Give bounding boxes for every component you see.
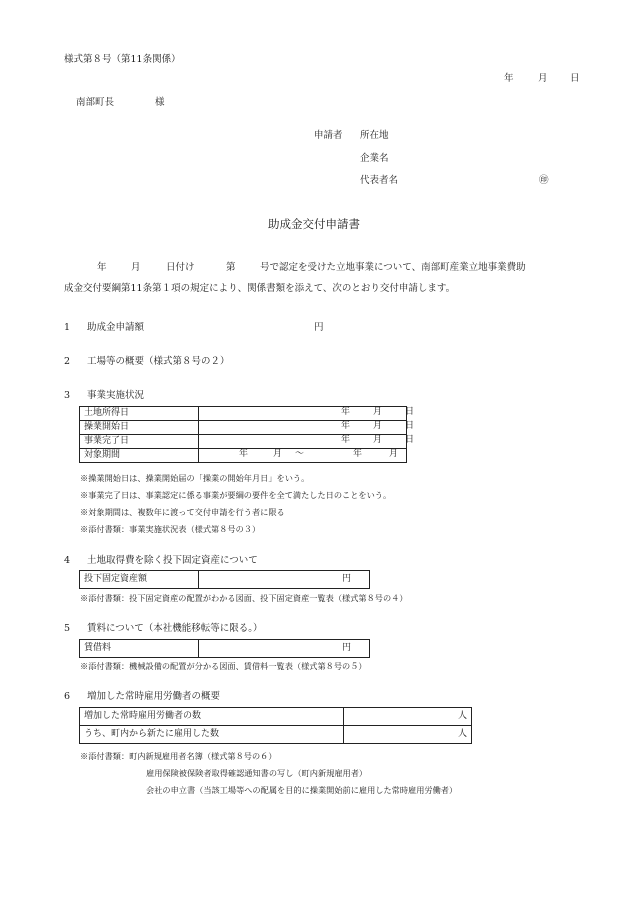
period-cell: 年 月 ～ 年 月 [199, 449, 407, 463]
rent-table [79, 639, 370, 658]
table-row [80, 407, 407, 421]
applicant-rep-label: 代表者名 [360, 175, 399, 186]
section4-label: 土地取得費を除く投下固定資産について [87, 555, 258, 566]
section3-note: ※対象期間は、複数年に渡って交付申請を行う者に限る [80, 507, 285, 517]
table-row [80, 726, 472, 744]
table-row [80, 435, 407, 449]
employees-table [79, 707, 472, 744]
section2-label: 工場等の概要（様式第８号の２） [87, 356, 230, 367]
intro-line2-text: 成金交付要綱第11条第１項の規定により、関係書類を添えて、次のとおり交付申請します。 [64, 283, 456, 294]
row-label: 対象期間 [80, 449, 199, 463]
section3-note: ※事業完了日は、事業認定に係る事業が要綱の要件を全て満たした日のことをいう。 [80, 490, 392, 500]
row-label: 増加した常時雇用労働者の数 [80, 708, 344, 726]
section1-number: 1 [64, 322, 71, 333]
section6-note: 会社の申立書（当該工場等への配属を目的に操業開始前に雇用した常時雇用労働者） [146, 785, 458, 795]
date-cell: 年 月 日 [199, 421, 407, 435]
count-cell: 人 [344, 708, 472, 726]
section3-number: 3 [64, 390, 71, 401]
row-label: 事業完了日 [80, 435, 199, 449]
table-row [80, 640, 370, 658]
addressee-name: 南部町長 [76, 97, 115, 108]
section5-note: ※添付書類：機械設備の配置が分かる図面、賃借料一覧表（様式第８号の５） [80, 661, 367, 671]
section1-unit: 円 [314, 322, 324, 333]
intro-month: 月 [131, 262, 141, 273]
row-label: 操業開始日 [80, 421, 199, 435]
section1-label: 助成金申請額 [87, 322, 145, 333]
date-cell: 年 月 日 [199, 407, 407, 421]
section2-number: 2 [64, 356, 71, 367]
section6-note: 雇用保険被保険者取得確認通知書の写し（町内新規雇用者） [146, 768, 368, 778]
row-label: 賃借料 [80, 640, 199, 658]
count-cell: 人 [344, 726, 472, 744]
section3-note: ※操業開始日は、操業開始届の「操業の開始年月日」をいう。 [80, 473, 310, 483]
row-label: うち、町内から新たに雇用した数 [80, 726, 344, 744]
applicant-company-label: 企業名 [360, 153, 389, 164]
date-year-label: 年 [504, 73, 514, 84]
seal-mark: ㊞ [539, 175, 549, 186]
row-label: 土地所得日 [80, 407, 199, 421]
business-status-table [79, 406, 415, 463]
date-month-label: 月 [538, 73, 548, 84]
section5-label: 賃料について（本社機能移転等に限る。） [87, 623, 263, 634]
table-row [80, 571, 370, 589]
date-day-label: 日 [570, 73, 580, 84]
form-reference: 様式第８号（第11条関係） [64, 54, 181, 65]
intro-year: 年 [97, 262, 107, 273]
addressee-honorific: 様 [155, 97, 165, 108]
section3-note: ※添付書類：事業実施状況表（様式第８号の３） [80, 524, 261, 534]
section3-label: 事業実施状況 [87, 390, 145, 401]
table-row [80, 449, 407, 463]
row-label: 投下固定資産額 [80, 571, 199, 589]
amount-cell: 円 [199, 640, 370, 658]
section6-note: ※添付書類：町内新規雇用者名簿（様式第８号の６） [80, 751, 277, 761]
document-title: 助成金交付申請書 [268, 217, 360, 231]
intro-date-suffix: 日付け [166, 262, 195, 273]
section4-number: 4 [64, 555, 71, 566]
intro-number-prefix: 第 [226, 262, 236, 273]
section5-number: 5 [64, 623, 71, 634]
table-row [80, 708, 472, 726]
amount-cell: 円 [199, 571, 370, 589]
fixed-assets-table [79, 570, 370, 589]
intro-line1-text: 号で認定を受けた立地事業について、南部町産業立地事業費助 [260, 262, 526, 273]
applicant-address-label: 所在地 [360, 130, 389, 141]
section6-number: 6 [64, 691, 71, 702]
section4-note: ※添付書類：投下固定資産の配置がわかる図面、投下固定資産一覧表（様式第８号の４） [80, 593, 408, 603]
table-row [80, 421, 407, 435]
date-cell: 年 月 日 [199, 435, 407, 449]
applicant-label: 申請者 [314, 130, 343, 141]
section6-label: 増加した常時雇用労働者の概要 [87, 691, 221, 702]
